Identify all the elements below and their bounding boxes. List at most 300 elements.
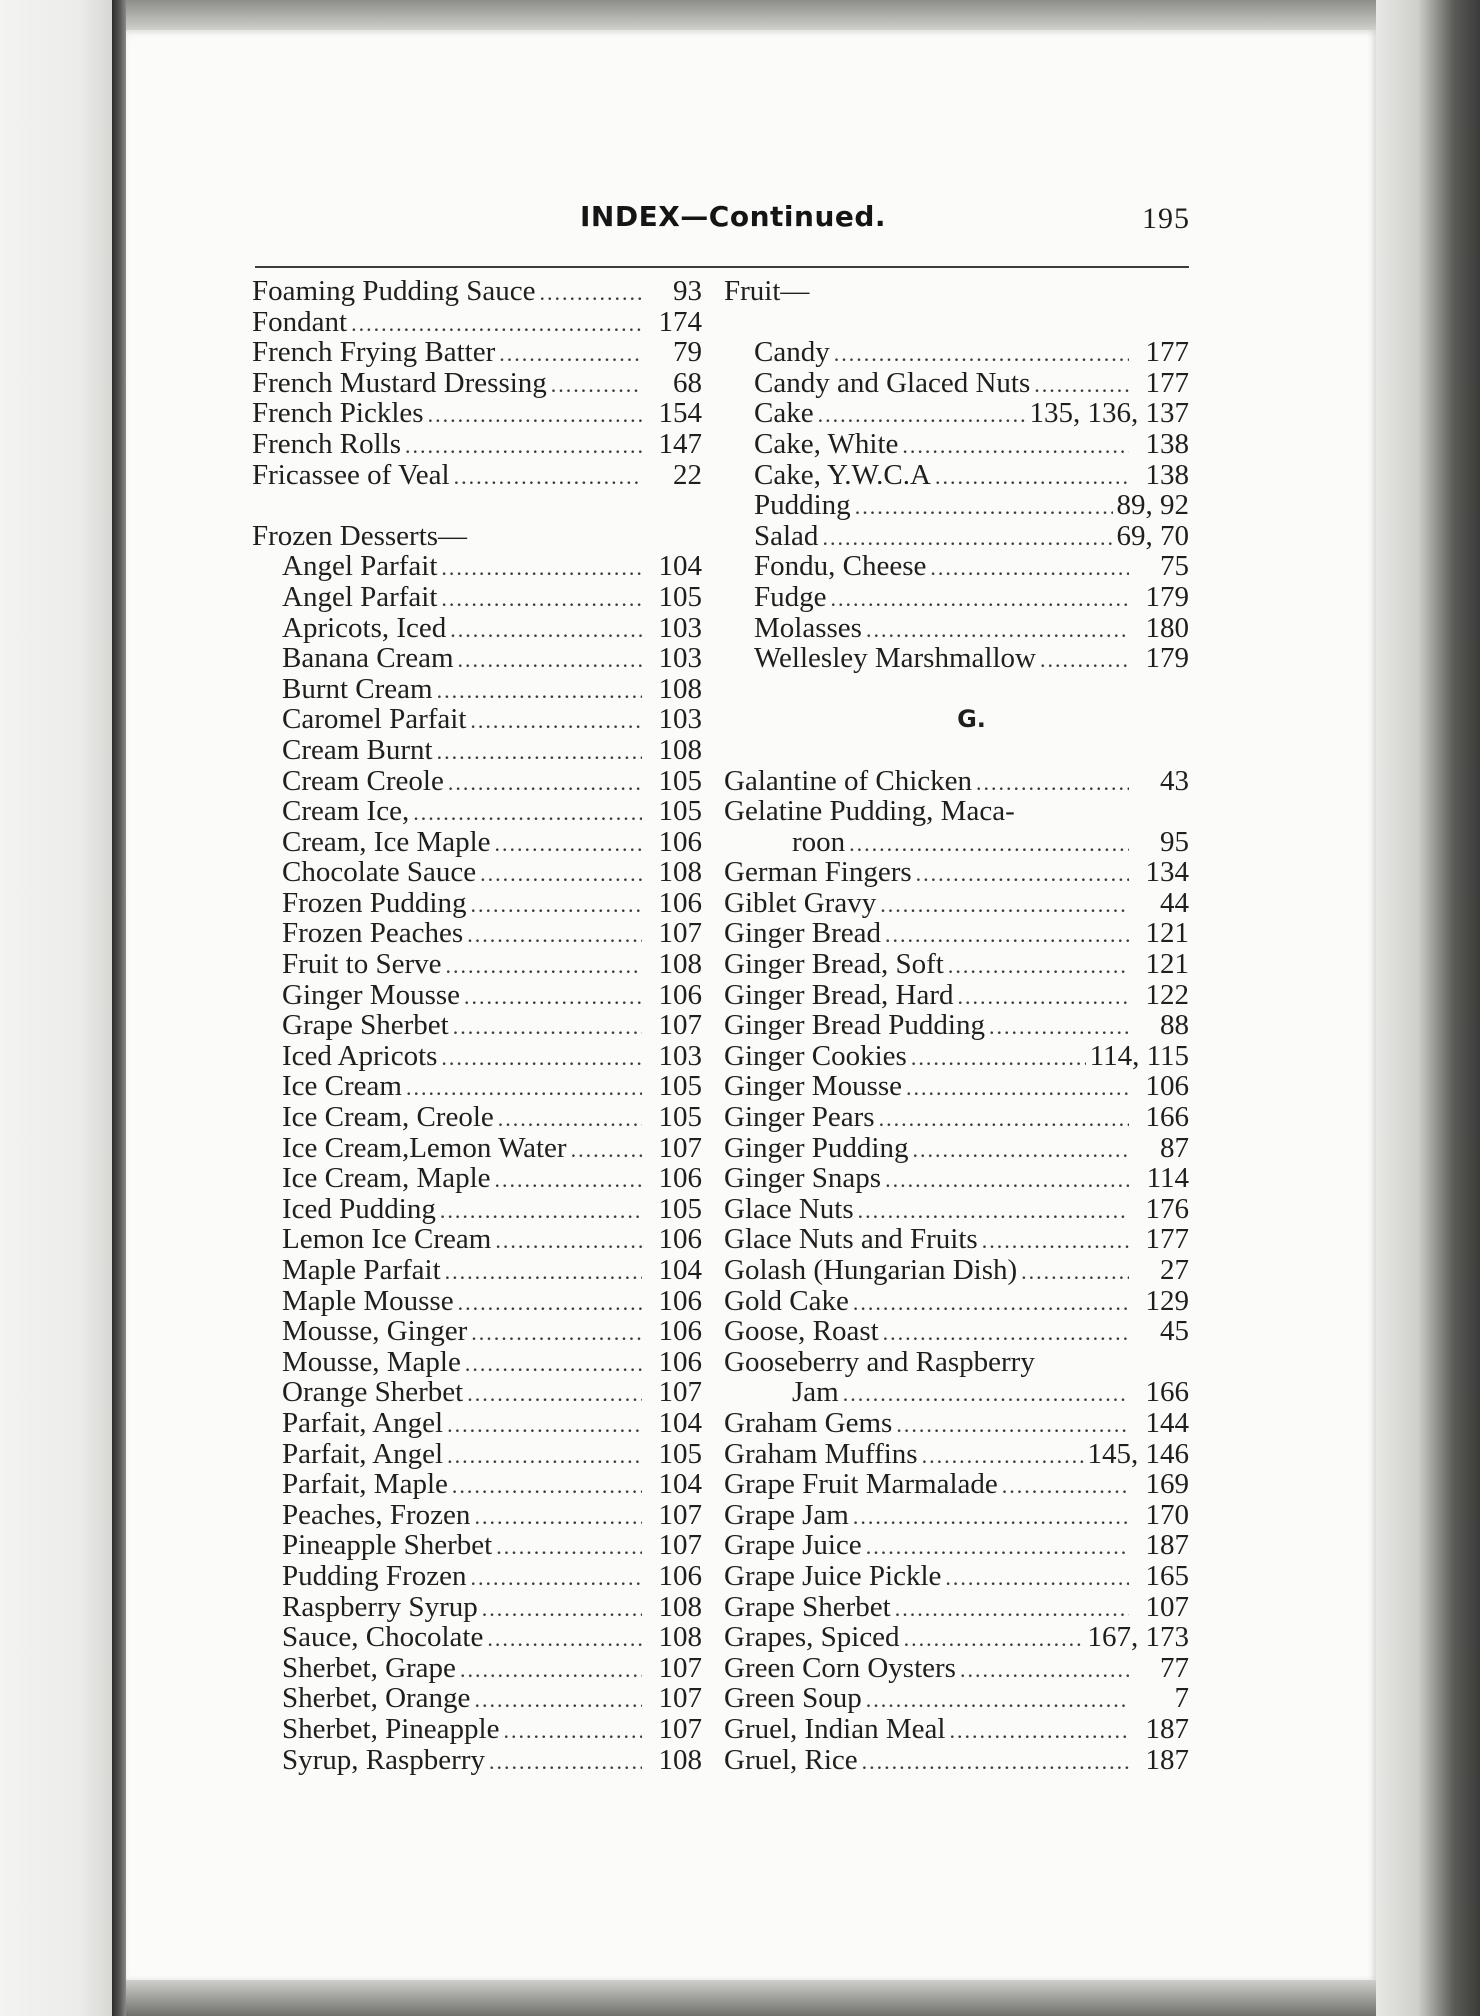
section-letter-g: G. [957, 705, 986, 734]
index-entry-name: Jam [792, 1376, 839, 1409]
index-entry-pages: 88 [1160, 1009, 1189, 1042]
index-entry-name: Glace Nuts [724, 1192, 854, 1225]
index-entry-pages: 107 [658, 917, 702, 950]
index-entry [252, 1439, 702, 1470]
index-entry [724, 1592, 1189, 1623]
index-entry-name: Goose, Roast [724, 1315, 879, 1348]
index-entry-name: Graham Gems [724, 1406, 893, 1439]
index-entry [724, 1071, 1189, 1102]
index-entry-name: Molasses [754, 611, 862, 644]
leader-dots [441, 584, 642, 615]
index-entry-name: Syrup, Raspberry [282, 1743, 485, 1776]
index-entry [724, 1255, 1189, 1286]
index-entry [724, 1163, 1189, 1194]
leader-dots [495, 1226, 642, 1257]
leader-dots [948, 951, 1129, 982]
index-entry-name: Green Soup [724, 1682, 862, 1715]
index-entry [724, 368, 1189, 399]
index-entry-pages: 108 [658, 856, 702, 889]
index-entry-name: Grape Fruit Marmalade [724, 1468, 998, 1501]
index-entry-name: German Fingers [724, 856, 912, 889]
index-entry-name: Wellesley Marshmallow [754, 642, 1036, 675]
leader-dots [453, 1012, 642, 1043]
index-entry-name: Gruel, Rice [724, 1743, 858, 1776]
index-entry-pages: 104 [658, 1254, 702, 1286]
leader-dots [445, 1257, 642, 1288]
index-entry-name: Cake, White [754, 427, 899, 460]
index-entry [724, 1224, 1189, 1255]
index-entry-pages: 147 [658, 427, 702, 460]
index-entry-pages: 107 [1145, 1590, 1189, 1623]
index-entry [252, 398, 702, 429]
index-entry-pages: 107 [658, 1651, 702, 1684]
index-entry-pages: 187 [1145, 1743, 1189, 1776]
leader-dots [499, 339, 642, 370]
index-entry-name: French Frying Batter [252, 336, 496, 369]
index-entry-name: Ginger Mousse [282, 978, 461, 1011]
leader-dots [437, 737, 642, 768]
index-entry-name: Pudding Frozen [282, 1559, 467, 1592]
index-entry [724, 1622, 1189, 1653]
leader-dots [551, 370, 642, 401]
index-entry-pages: 93 [673, 275, 702, 307]
index-entry [252, 888, 702, 919]
leader-dots [895, 1594, 1129, 1625]
index-entry [252, 643, 702, 674]
leader-dots [960, 1655, 1129, 1686]
leader-dots [885, 1165, 1129, 1196]
leader-dots [498, 1104, 642, 1135]
index-entry-name: Ginger Bread, Soft [724, 948, 944, 981]
index-entry-name: Sherbet, Pineapple [282, 1712, 500, 1745]
leader-dots [982, 1226, 1129, 1257]
index-entry-pages: 107 [658, 1009, 702, 1042]
leader-dots [843, 1379, 1129, 1410]
index-entry-pages: 106 [658, 1223, 702, 1256]
leader-dots [464, 982, 642, 1013]
index-entry-pages: 179 [1145, 580, 1189, 613]
leader-dots [866, 1685, 1129, 1716]
index-entry-name: Cream Ice, [282, 795, 410, 828]
index-entry-pages: 105 [658, 1192, 702, 1225]
leader-dots [448, 768, 642, 799]
index-entry [252, 1653, 702, 1684]
index-entry-name: Glace Nuts and Fruits [724, 1223, 978, 1256]
index-entry-name: Mousse, Ginger [282, 1315, 468, 1348]
index-entry-pages: 154 [658, 397, 702, 430]
index-entry [252, 827, 702, 858]
index-entry [724, 1469, 1189, 1500]
index-entry [724, 1439, 1189, 1470]
leader-dots [958, 982, 1130, 1013]
leader-dots [906, 1073, 1129, 1104]
page-header [250, 196, 1190, 248]
index-entry-name: Ginger Pudding [724, 1131, 909, 1164]
index-entry-pages: 95 [1160, 825, 1189, 858]
leader-dots [976, 768, 1129, 799]
leader-dots [855, 492, 1113, 523]
index-entry-name: Grape Juice Pickle [724, 1559, 942, 1592]
index-entry [252, 1469, 702, 1500]
index-entry-name: Ginger Bread [724, 917, 882, 950]
leader-dots [413, 798, 642, 829]
leader-dots [406, 1073, 642, 1104]
index-entry-name: Frozen Pudding [282, 886, 467, 919]
index-entry-pages: 106 [658, 1345, 702, 1378]
index-title: INDEX—Continued. [580, 200, 887, 233]
index-entry-name: Grapes, Spiced [724, 1621, 900, 1654]
index-entry [724, 429, 1189, 460]
index-entry [252, 582, 702, 613]
index-entry [724, 857, 1189, 888]
index-entry-name: Pudding [754, 489, 851, 522]
index-entry-name: Cream Burnt [282, 733, 433, 766]
index-entry-name: Banana Cream [282, 642, 454, 675]
leader-dots [885, 920, 1129, 951]
leader-dots [831, 584, 1130, 615]
leader-dots [454, 462, 642, 493]
leader-dots [446, 951, 643, 982]
index-entry-name: Golash (Hungarian Dish) [724, 1254, 1018, 1286]
index-entry [724, 1041, 1189, 1072]
index-entry-name: Ginger Mousse [724, 1070, 903, 1103]
index-entry [724, 613, 1189, 644]
index-entry-pages: 165 [1145, 1559, 1189, 1592]
index-entry-pages: 104 [658, 1468, 702, 1501]
index-entry [724, 949, 1189, 980]
index-entry [252, 1133, 702, 1164]
index-entry-pages: 167, 173 [1087, 1621, 1189, 1654]
index-entry-name: Graham Muffins [724, 1437, 918, 1470]
index-column-left [252, 276, 702, 1775]
leader-dots [495, 829, 642, 860]
leader-dots [862, 1747, 1129, 1778]
index-entry-pages: 107 [658, 1712, 702, 1745]
index-entry [252, 337, 702, 368]
index-entry [724, 1500, 1189, 1531]
index-entry-pages: 122 [1145, 978, 1189, 1011]
index-entry [252, 1377, 702, 1408]
leader-dots [471, 1318, 642, 1349]
index-entry-name: Grape Juice [724, 1529, 862, 1562]
index-entry-name: Angel Parfait [282, 550, 438, 583]
index-entry-name: Chocolate Sauce [282, 856, 477, 889]
leader-dots [853, 1502, 1129, 1533]
index-entry [252, 1194, 702, 1225]
page-number: 195 [1142, 202, 1190, 235]
index-entry [252, 918, 702, 949]
index-entry-pages: 79 [673, 336, 702, 369]
leader-dots [470, 706, 642, 737]
index-entry-pages: 107 [658, 1529, 702, 1562]
index-entry-pages: 44 [1160, 886, 1189, 919]
index-entry-pages: 69, 70 [1116, 519, 1189, 552]
index-entry-name: Parfait, Angel [282, 1406, 444, 1439]
index-entry-pages: 89, 92 [1116, 489, 1189, 522]
index-entry-name: Gooseberry and Raspberry [724, 1345, 1035, 1378]
index-entry-name: Salad [754, 519, 819, 552]
index-entry-name: Ice Cream, Creole [282, 1101, 494, 1134]
leader-dots [496, 1532, 642, 1563]
leader-dots [930, 553, 1129, 584]
index-entry-name: Ice Cream,Lemon Water [282, 1131, 567, 1164]
index-entry-name: Ice Cream [282, 1070, 402, 1103]
index-entry-pages: 106 [658, 1559, 702, 1592]
index-entry-name: Parfait, Maple [282, 1468, 448, 1501]
index-entry-pages: 105 [658, 580, 702, 613]
index-entry-pages: 108 [658, 1590, 702, 1623]
index-entry-name: Grape Jam [724, 1498, 849, 1531]
index-entry-pages: 166 [1145, 1376, 1189, 1409]
index-entry-name: roon [792, 825, 846, 858]
index-entry-pages: 45 [1160, 1315, 1189, 1348]
index-entry-pages: 170 [1145, 1498, 1189, 1531]
index-entry [252, 307, 702, 338]
index-entry [724, 1377, 1189, 1408]
page-top-edge [126, 0, 1376, 30]
index-entry-pages: 144 [1145, 1406, 1189, 1439]
leader-dots [916, 859, 1129, 890]
index-entry [252, 613, 702, 644]
index-entry-name: French Rolls [252, 427, 402, 460]
index-entry [724, 1010, 1189, 1041]
index-entry-name: French Mustard Dressing [252, 366, 547, 399]
index-entry-name: Fondu, Cheese [754, 550, 927, 583]
leader-dots [474, 1502, 642, 1533]
index-entry-name: Maple Parfait [282, 1254, 441, 1286]
index-entry-pages: 187 [1145, 1529, 1189, 1562]
index-entry [724, 1316, 1189, 1347]
index-entry-name: Ginger Snaps [724, 1162, 882, 1195]
index-entry [724, 980, 1189, 1011]
index-entry-name: Iced Apricots [282, 1039, 438, 1072]
index-entry-pages: 166 [1145, 1101, 1189, 1134]
index-entry-name: Frozen Peaches [282, 917, 464, 950]
index-entry-pages: 77 [1160, 1651, 1189, 1684]
leader-dots [949, 1716, 1129, 1747]
leader-dots [458, 645, 642, 676]
index-entry [252, 1592, 702, 1623]
leader-dots [989, 1012, 1129, 1043]
leader-dots [465, 1349, 642, 1380]
index-entry-name: Iced Pudding [282, 1192, 436, 1225]
index-entry [724, 398, 1189, 429]
leader-dots [866, 1532, 1129, 1563]
index-entry-pages: 107 [658, 1498, 702, 1531]
leader-dots [440, 1196, 642, 1227]
leader-dots [896, 1410, 1129, 1441]
index-entry-name: Gold Cake [724, 1284, 849, 1317]
book-cover-edge [1376, 0, 1480, 2016]
index-entry-pages: 106 [658, 1162, 702, 1195]
index-entry-pages: 135, 136, 137 [1029, 397, 1189, 430]
index-entry-name: Burnt Cream [282, 672, 433, 705]
index-entry-pages: 104 [658, 1406, 702, 1439]
index-entry [252, 1255, 702, 1286]
leader-dots [866, 615, 1129, 646]
leader-dots [879, 1104, 1129, 1135]
index-entry [724, 1194, 1189, 1225]
index-entry-pages: 176 [1145, 1192, 1189, 1225]
index-entry-name: Pineapple Sherbet [282, 1529, 493, 1562]
leader-dots [428, 400, 642, 431]
leader-dots [822, 523, 1112, 554]
index-entry-name: Gelatine Pudding, Maca- [724, 795, 1015, 828]
index-entry [252, 980, 702, 1011]
index-entry [724, 888, 1189, 919]
index-entry-name: Candy [754, 336, 830, 369]
index-entry-name: Foaming Pudding Sauce [252, 275, 536, 307]
index-entry-name: Sherbet, Grape [282, 1651, 456, 1684]
index-entry [724, 643, 1189, 674]
index-entry-pages: 103 [658, 1039, 702, 1072]
index-entry [252, 429, 702, 460]
leader-dots [1034, 370, 1129, 401]
index-entry-name: Maple Mousse [282, 1284, 454, 1317]
leader-dots [922, 1441, 1084, 1472]
index-entry-name: Parfait, Angel [282, 1437, 444, 1470]
index-entry [252, 1102, 702, 1133]
leader-dots [858, 1196, 1129, 1227]
leader-dots [487, 1624, 642, 1655]
facing-page-edge [0, 0, 115, 2016]
index-entry-name: Sauce, Chocolate [282, 1621, 484, 1654]
leader-dots [912, 1135, 1129, 1166]
index-entry-name: French Pickles [252, 397, 424, 430]
index-entry-pages: 105 [658, 795, 702, 828]
index-entry-name: Ginger Cookies [724, 1039, 907, 1072]
index-entry-pages: 108 [658, 948, 702, 981]
index-entry-pages: 75 [1160, 550, 1189, 583]
leader-dots [904, 1624, 1084, 1655]
index-entry-pages: 108 [658, 1621, 702, 1654]
leader-dots [849, 829, 1129, 860]
index-entry-name: Mousse, Maple [282, 1345, 461, 1378]
index-entry-name: Peaches, Frozen [282, 1498, 471, 1531]
index-entry-pages: 108 [658, 672, 702, 705]
index-entry [724, 1102, 1189, 1133]
leader-dots [503, 1716, 642, 1747]
index-entry-name: Fruit to Serve [282, 948, 442, 981]
index-entry [724, 1286, 1189, 1317]
leader-dots [458, 1288, 642, 1319]
index-entry-name: Cream Creole [282, 764, 444, 797]
index-entry-pages: 43 [1160, 764, 1189, 797]
leader-dots [441, 1043, 642, 1074]
index-entry-pages: 103 [658, 703, 702, 736]
fruit-heading: Fruit— [724, 275, 810, 307]
index-entry-name: Cake, Y.W.C.A [754, 458, 931, 491]
leader-dots [452, 1471, 642, 1502]
index-entry-pages: 107 [658, 1131, 702, 1164]
index-entry [724, 460, 1189, 491]
index-entry-pages: 179 [1145, 642, 1189, 675]
index-entry-pages: 177 [1145, 336, 1189, 369]
index-entry [252, 674, 702, 705]
index-entry-name: Raspberry Syrup [282, 1590, 478, 1623]
index-entry [252, 276, 702, 307]
index-entry-name: Caromel Parfait [282, 703, 467, 736]
index-entry [252, 1530, 702, 1561]
index-entry [252, 857, 702, 888]
index-entry-name: Galantine of Chicken [724, 764, 973, 797]
leader-dots [818, 400, 1026, 431]
index-entry-pages: 187 [1145, 1712, 1189, 1745]
index-entry-pages: 134 [1145, 856, 1189, 889]
index-entry-name: Candy and Glaced Nuts [754, 366, 1031, 399]
leader-dots [441, 553, 642, 584]
index-entry-name: Giblet Gravy [724, 886, 877, 919]
index-entry-name: Lemon Ice Cream [282, 1223, 492, 1256]
index-entry-pages: 107 [658, 1682, 702, 1715]
leader-dots [351, 309, 642, 340]
index-entry-pages: 103 [658, 642, 702, 675]
leader-dots [911, 1043, 1086, 1074]
index-entry-pages: 174 [658, 305, 702, 338]
leader-dots [540, 278, 642, 309]
index-entry [252, 1041, 702, 1072]
index-entry [252, 1316, 702, 1347]
leader-dots [571, 1135, 642, 1166]
frozen-desserts-heading: Frozen Desserts— [252, 519, 468, 552]
index-entry [724, 1653, 1189, 1684]
index-entry [724, 1561, 1189, 1592]
leader-dots [935, 462, 1129, 493]
index-entry [252, 796, 702, 827]
index-entry [724, 1745, 1189, 1776]
leader-dots [474, 1685, 642, 1716]
index-entry-pages: 22 [673, 458, 702, 491]
index-entry-pages: 121 [1145, 917, 1189, 950]
index-entry-pages: 106 [658, 1284, 702, 1317]
index-entry-name: Fudge [754, 580, 827, 613]
leader-dots [880, 890, 1129, 921]
leader-dots [883, 1318, 1129, 1349]
index-column-right [724, 276, 1189, 1775]
leader-dots [1040, 645, 1129, 676]
index-entry-pages: 105 [658, 764, 702, 797]
index-entry-name: Apricots, Iced [282, 611, 447, 644]
index-entry [252, 704, 702, 735]
index-entry-name: Orange Sherbet [282, 1376, 464, 1409]
leader-dots [470, 890, 642, 921]
index-entry-pages: 106 [658, 825, 702, 858]
index-entry-pages: 129 [1145, 1284, 1189, 1317]
leader-dots [480, 859, 642, 890]
index-entry [252, 1010, 702, 1041]
leader-dots [489, 1747, 642, 1778]
leader-dots [470, 1563, 642, 1594]
index-entry-pages: 114 [1146, 1162, 1189, 1195]
index-entry-name: Sherbet, Orange [282, 1682, 471, 1715]
index-entry [252, 1071, 702, 1102]
index-entry-pages: 145, 146 [1087, 1437, 1189, 1470]
index-entry-name: Angel Parfait [282, 580, 438, 613]
leader-dots [1021, 1257, 1129, 1288]
index-entry-pages: 27 [1160, 1254, 1189, 1286]
index-entry [724, 521, 1189, 552]
leader-dots [460, 1655, 642, 1686]
index-entry-pages: 177 [1145, 366, 1189, 399]
index-entry-pages: 106 [1145, 1070, 1189, 1103]
index-entry [724, 490, 1189, 521]
index-entry [724, 918, 1189, 949]
leader-dots [834, 339, 1129, 370]
leader-dots [945, 1563, 1129, 1594]
index-entry-pages: 114, 115 [1089, 1039, 1189, 1072]
index-entry [252, 460, 702, 491]
index-entry [724, 582, 1189, 613]
